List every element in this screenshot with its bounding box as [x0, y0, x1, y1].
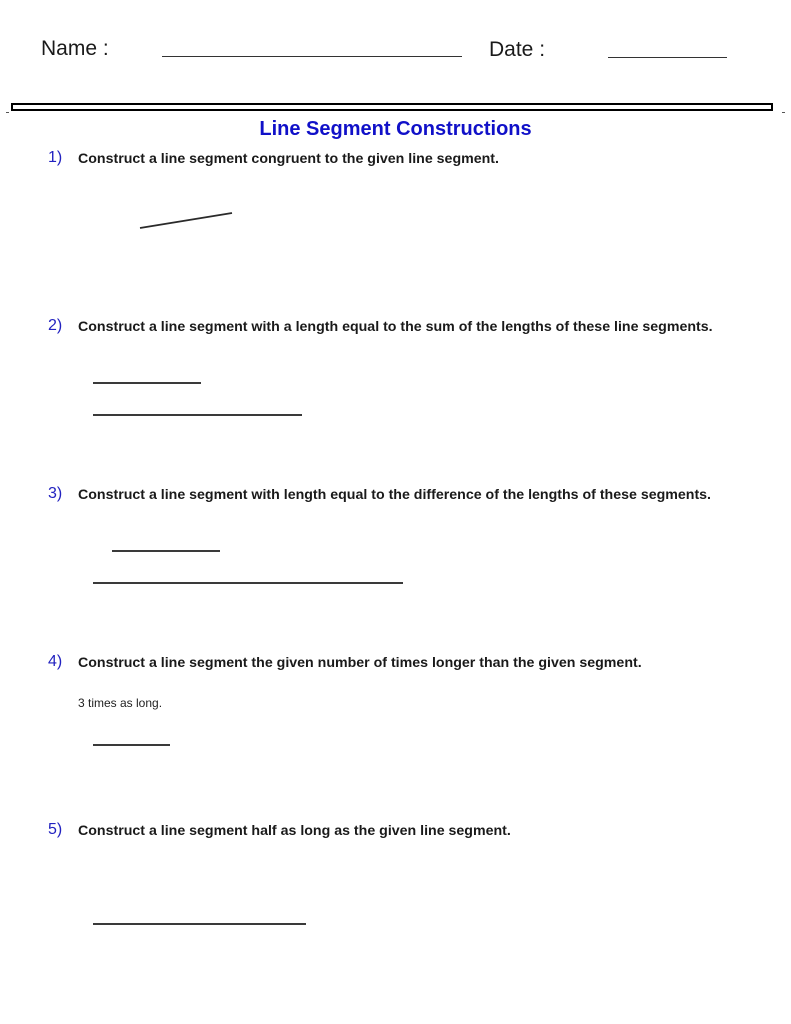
question-number: 3)	[48, 485, 63, 502]
given-segment-short	[93, 382, 201, 384]
given-segment-short	[112, 550, 220, 552]
question-number: 2)	[48, 317, 63, 334]
given-segment-slanted	[0, 0, 791, 260]
question-text: Construct a line segment with length equal to the difference of the lengths of these segments.	[78, 487, 711, 503]
question-text: Construct a line segment the given number of times longer than the given segment.	[78, 655, 642, 671]
question-number: 4)	[48, 653, 63, 670]
question-number: 5)	[48, 821, 63, 838]
given-segment-long	[93, 414, 302, 416]
multiplier-note: 3 times as long.	[78, 696, 163, 710]
given-segment-long	[93, 582, 403, 584]
name-label: Name :	[41, 37, 109, 60]
question-text: Construct a line segment congruent to the given line segment.	[78, 151, 499, 167]
question-text: Construct a line segment half as long as the given line segment.	[78, 823, 511, 839]
question-number: 1)	[48, 149, 63, 166]
worksheet-title: Line Segment Constructions	[259, 118, 532, 140]
date-label: Date :	[489, 38, 546, 61]
question-text: Construct a line segment with a length equal to the sum of the lengths of these line segments.	[78, 319, 713, 335]
given-segment	[93, 744, 170, 746]
given-segment	[93, 923, 306, 925]
